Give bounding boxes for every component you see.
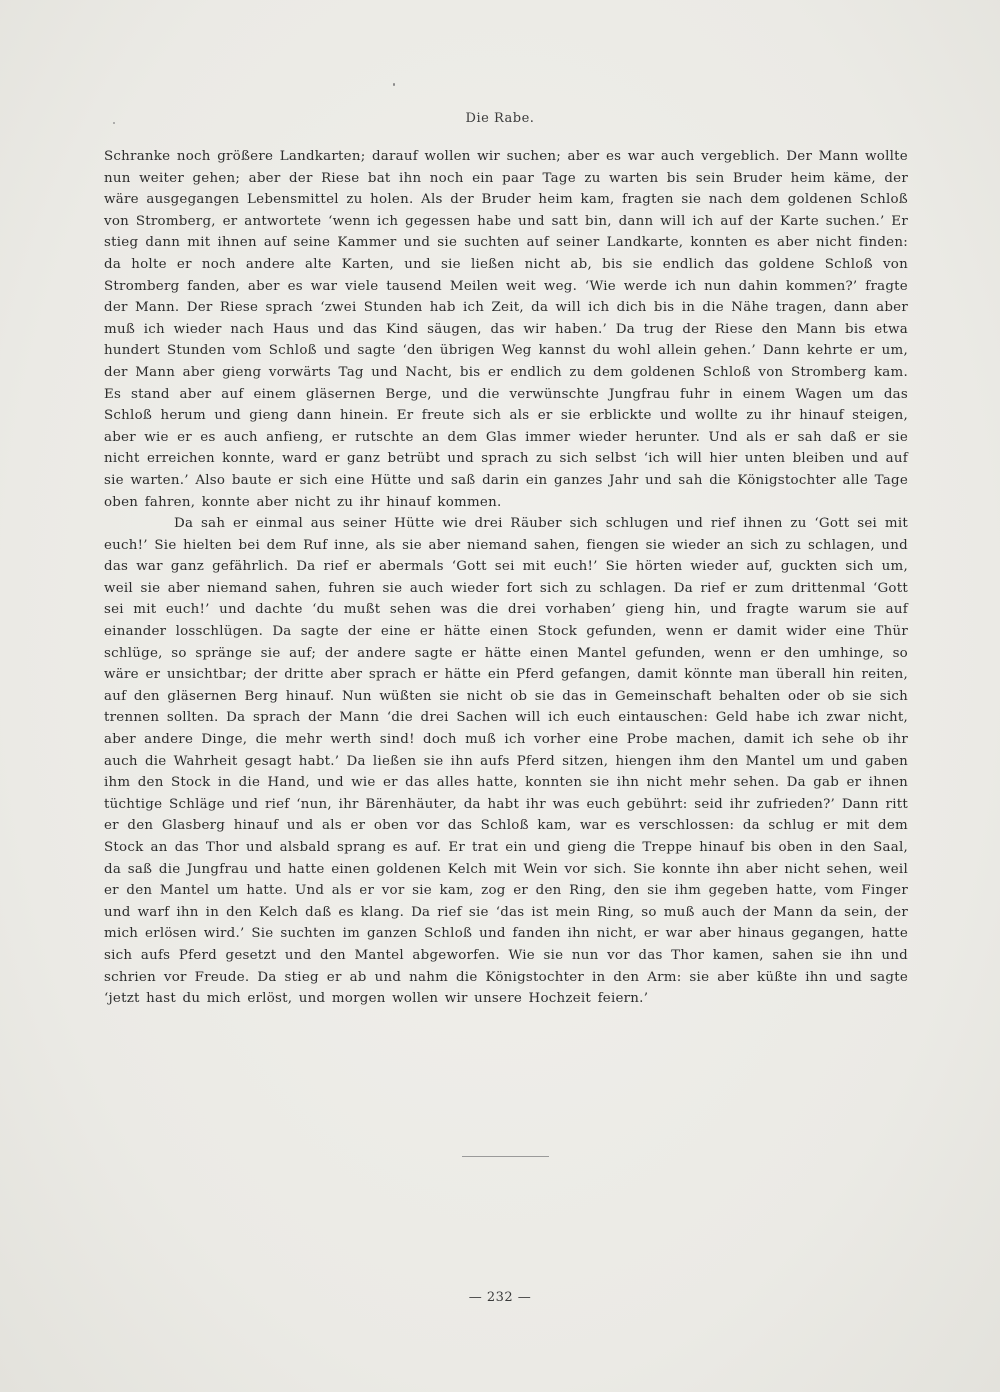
running-head: Die Rabe. — [465, 111, 535, 126]
page-number: — 232 — — [468, 1290, 532, 1305]
paragraph-1: Schranke noch größere Landkarten; darauf wollen wir suchen; aber es war auch vergeblich. Der Mann wollte nun weiter gehen; aber der Riese bat ihn noch ein paar Tage zu warten bis sein Bruder heim käme, der wäre ausgegangen Lebensmittel zu holen. Als der Bruder heim kam, fragten sie nach dem goldenen Schloß von Stromberg, er antwortete ‘wenn ich gegessen habe und satt bin, dann will ich auf der Karte suchen.’ Er stieg dann mit ihnen auf seine Kammer und sie suchten auf seiner Landkarte, konnten es aber nicht finden: da holte er noch andere alte Karten, und sie ließen nicht ab, bis sie endlich das goldene Schloß von Stromberg fanden, aber es war viele tausend Meilen weit weg. ‘Wie werde ich nun dahin kommen?’ fragte der Mann. Der Riese sprach ‘zwei Stunden hab ich Zeit, da will ich dich bis in die Nähe tragen, dann aber muß ich wieder nach Haus und das Kind säugen, das wir haben.’ Da trug der Riese den Mann bis etwa hundert Stunden vom Schloß und sagte ‘den übrigen Weg kannst du wohl allein gehen.’ Dann kehrte er um, der Mann aber gieng vorwärts Tag und Nacht, bis er endlich zu dem goldenen Schloß von Stromberg kam. Es stand aber auf einem gläsernen Berge, und die verwünschte Jungfrau fuhr in einem Wagen um das Schloß herum und gieng dann hinein. Er freute sich als er sie erblickte und wollte zu ihr hinauf steigen, aber wie er es auch anfieng, er rutschte an dem Glas immer wieder herunter. Und als er sah daß er sie nicht erreichen konnte, ward er ganz betrübt und sprach zu sich selbst ‘ich will hier unten bleiben und auf sie warten.’ Also baute er sich eine Hütte und saß darin ein ganzes Jahr und sah die Königstochter alle Tage oben fahren, konnte aber nicht zu ihr hinauf kommen. — [104, 149, 908, 510]
paragraph-2: Da sah er einmal aus seiner Hütte wie drei Räuber sich schlugen und rief ihnen zu ‘Gott sei mit euch!’ Sie hielten bei dem Ruf inne, als sie aber niemand sahen, fiengen sie wieder an sich zu schlagen, und das war ganz gefährlich. Da rief er abermals ‘Gott sei mit euch!’ Sie hörten wieder auf, guckten sich um, weil sie aber niemand sahen, fuhren sie auch wieder fort sich zu schlagen. Da rief er zum drittenmal ‘Gott sei mit euch!’ und dachte ‘du mußt sehen was die drei vorhaben’ gieng hin, und fragte warum sie auf einander losschlügen. Da sagte der eine er hätte einen Stock gefunden, wenn er damit wider eine Thür schlüge, so spränge sie auf; der andere sagte er hätte einen Mantel gefunden, wenn er den umhinge, so wäre er unsichtbar; der dritte aber sprach er hätte ein Pferd gefangen, damit könnte man überall hin reiten, auf den gläsernen Berg hinauf. Nun wüßten sie nicht ob sie das in Gemeinschaft behalten oder ob sie sich trennen sollten. Da sprach der Mann ‘die drei Sachen will ich euch eintauschen: Geld habe ich zwar nicht, aber andere Dinge, die mehr werth sind! doch muß ich vorher eine Probe machen, damit ich sehe ob ihr auch die Wahrheit gesagt habt.’ Da ließen sie ihn aufs Pferd sitzen, hiengen ihm den Mantel um und gaben ihm den Stock in die Hand, und wie er das alles hatte, konnten sie ihn nicht mehr sehen. Da gab er ihnen tüchtige Schläge und rief ‘nun, ihr Bärenhäuter, da habt ihr was euch gebührt: seid ihr zufrieden?’ Dann ritt er den Glasberg hinauf und als er oben vor das Schloß kam, war es verschlossen: da schlug er mit dem Stock an das Thor und alsbald sprang es auf. Er trat ein und gieng die Treppe hinauf bis oben in den Saal, da saß die Jungfrau und hatte einen goldenen Kelch mit Wein vor sich. Sie konnte ihn aber nicht sehen, weil er den Mantel um hatte. Und als er vor sie kam, zog er den Ring, den sie ihm gegeben hatte, vom Finger und warf ihn in den Kelch daß es klang. Da rief sie ‘das ist mein Ring, so muß auch der Mann da sein, der mich erlösen wird.’ Sie suchten im ganzen Schloß und fanden ihn nicht, er war aber hinaus gegangen, hatte sich aufs Pferd gesetzt und den Mantel abgeworfen. Wie sie nun vor das Thor kamen, sahen sie ihn und schrien vor Freude. Da stieg er ab und nahm die Königstochter in den Arm: sie aber küßte ihn und sagte ‘jetzt hast du mich erlöst, und morgen wollen wir unsere Hochzeit feiern.’ — [104, 516, 908, 1007]
story-text — [104, 146, 908, 1010]
paper-speck — [393, 83, 395, 86]
end-rule — [462, 1156, 549, 1157]
